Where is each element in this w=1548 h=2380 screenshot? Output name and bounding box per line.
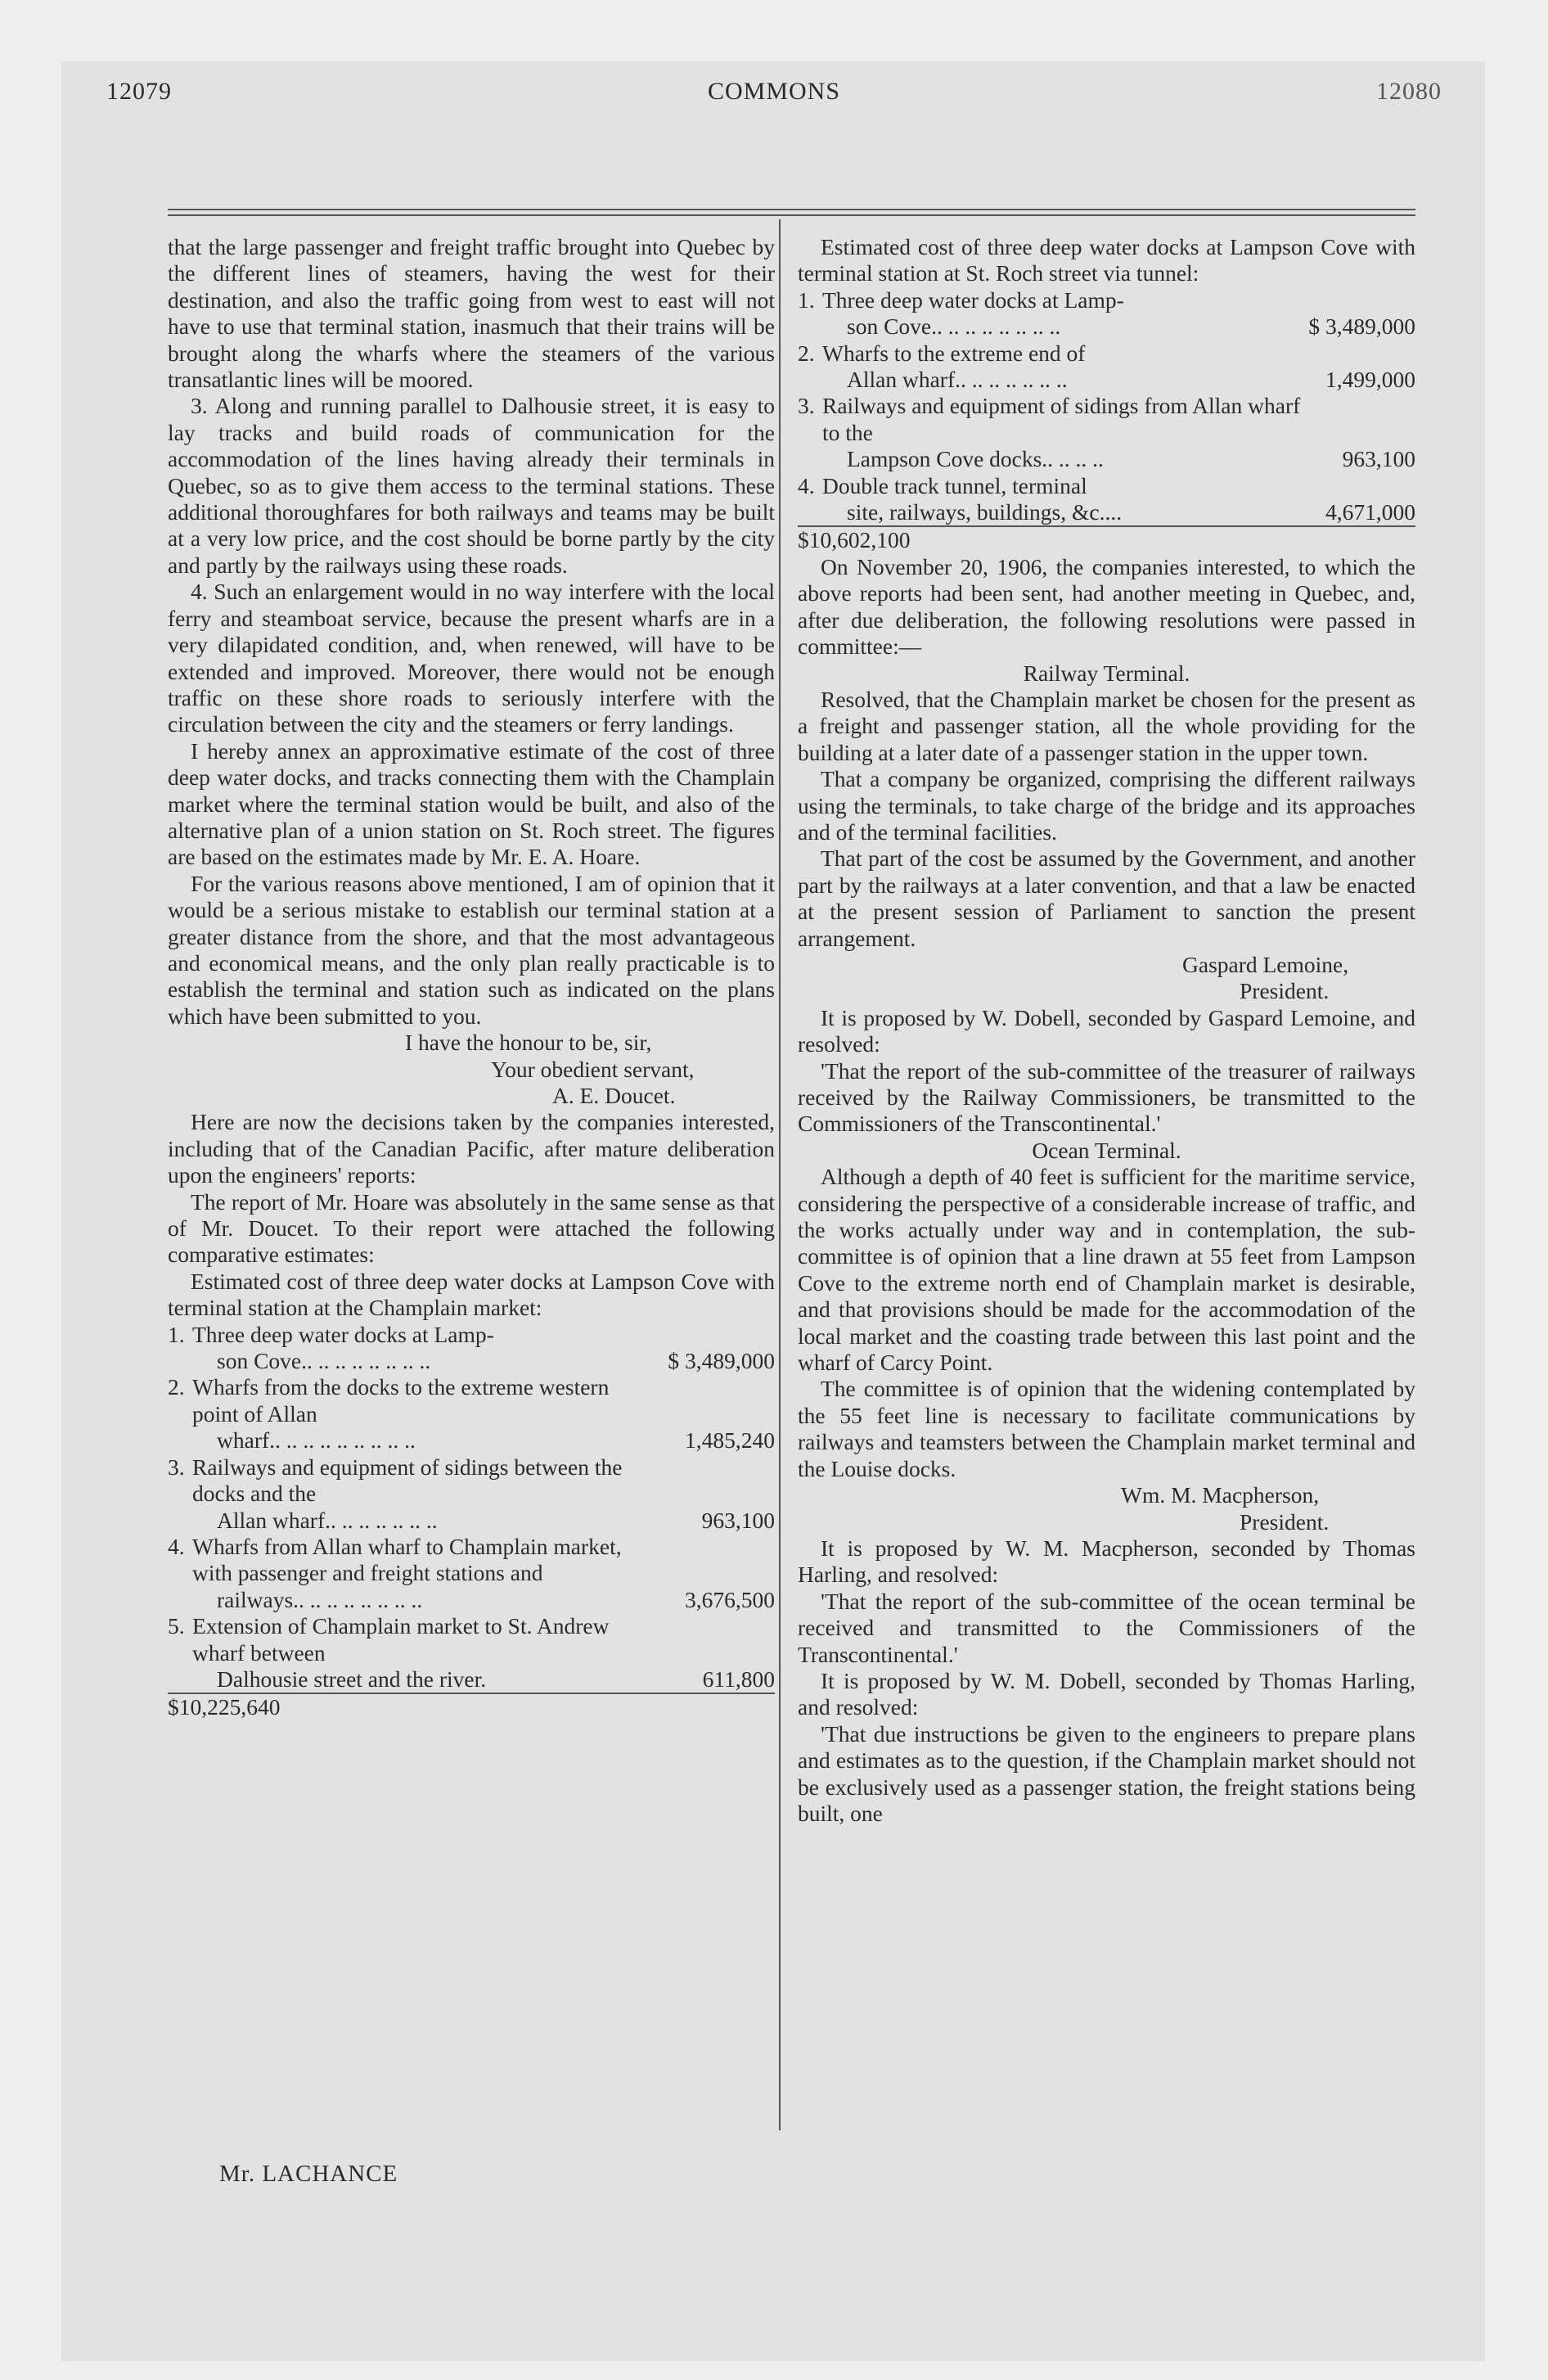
page-number-left: 12079 [106,78,172,105]
estimate-number: 1. [168,1321,185,1347]
estimate-item [798,473,1415,526]
estimate-value: 1,499,000 [1325,367,1415,393]
estimate-item [798,393,1415,472]
estimate-line: wharf.. .. .. .. .. .. .. .. .. [217,1427,416,1454]
signature-title: President. [1240,1508,1330,1535]
estimate-line: Wharfs from the docks to the extreme western point of Allan [192,1374,610,1427]
estimate-number: 3. [168,1454,185,1480]
section-heading: Ocean Terminal. [1032,1137,1181,1163]
estimate-number: 1. [798,286,815,313]
paragraph: Although a depth of 40 feet is sufficient for the maritime service, considering the perspective of a considerable increase of traffic, and the works actually under way and in contemplation, the sub-committee is of opinion that a line drawn at 55 feet from Lampson Cove to the extreme north end of Champlain market is desirable, and that provisions should be made for the accommodation of the local market and the coasting trade between this last point and the wharf of Carcy Point. [798,1164,1415,1376]
footer-speaker: Mr. LACHANCE [219,2161,398,2187]
paragraph: Here are now the decisions taken by the companies interested, including that of the Canadian Pacific, after mature deliberation upon the engineers' reports: [168,1109,775,1188]
estimate-text [192,1613,660,1693]
paragraph: On November 20, 1906, the companies interested, to which the above reports had been sent, had another meeting in Quebec, and, after due deliberation, the following resolutions were passed in committee:— [798,553,1415,660]
resolution-quote: 'That the report of the sub-committee of the treasurer of railways received by the Railway Commissioners, be transmitted to the Commissioners of the Transcontinental.' [798,1057,1415,1137]
paragraph: That part of the cost be assumed by the Government, and another part by the railways at a later convention, and that a law be enacted at the present session of Parliament to sanction the present arrangement. [798,845,1415,951]
estimate-value: 611,800 [702,1666,775,1692]
paragraph: that the large passenger and freight traffic brought into Quebec by the different lines of steamers, having the west for their destination, and also the traffic going from west to east will not have to use that terminal station, inasmuch that their trains will be brought along the wharfs where the steamers of the various transatlantic lines will be moored. [168,234,775,393]
estimate-line: Allan wharf.. .. .. .. .. .. .. [847,367,1068,393]
estimate-line: Dalhousie street and the river. [217,1666,487,1692]
estimate-text [822,287,1301,340]
resolution-quote: 'That due instructions be given to the engineers to prepare plans and estimates as to the question, if the Champlain market should not be exclusively used as a passenger station, the freight stations being built, one [798,1720,1415,1826]
column-divider [779,219,781,2130]
estimate-number: 2. [798,340,815,366]
estimate-line: Wharfs to the extreme end of [822,340,1086,366]
estimate-item [168,1454,775,1534]
paragraph: 3. Along and running parallel to Dalhousie street, it is easy to lay tracks and build roads of communication for the accommodation of the lines having already their terminals in Quebec, so as to give them access to the terminal stations. These additional thoroughfares for both railways and teams may be built at a very low price, and the cost should be borne partly by the city and partly by the railways using these roads. [168,393,775,578]
estimate-line: Railways and equipment of sidings between the docks and the [192,1454,623,1507]
estimate-line: Lampson Cove docks.. .. .. .. [847,446,1104,472]
estimate-item [168,1374,775,1454]
estimate-number: 3. [798,393,815,419]
estimate-line: Allan wharf.. .. .. .. .. .. .. [217,1507,438,1533]
estimate-line: Three deep water docks at Lamp- [192,1321,494,1347]
paragraph: It is proposed by W. M. Macpherson, seconded by Thomas Harling, and resolved: [798,1535,1415,1588]
signature-title: President. [1240,978,1330,1004]
paragraph: That a company be organized, comprising the different railways using the terminals, to take charge of the bridge and its approaches and of the terminal facilities. [798,766,1415,845]
page-number-right: 12080 [1376,78,1442,105]
paragraph: The committee is of opinion that the widening contemplated by the 55 feet line is necessary to facilitate communications by railways and teamsters between the Champlain market terminal and the Louise docks. [798,1376,1415,1481]
section-heading: Railway Terminal. [1023,660,1190,686]
paragraph: For the various reasons above mentioned, I am of opinion that it would be a serious mistake to establish our terminal station at a greater distance from the shore, and that the most advantageous and economical means, and the only plan really practicable is to establish the terminal and station such as indicated on the plans which have been submitted to you. [168,870,775,1029]
estimate-total: $10,225,640 [168,1693,775,1720]
estimate-line: Double track tunnel, terminal [822,472,1087,498]
estimate-line: site, railways, buildings, &c.... [847,499,1123,525]
running-title: COMMONS [707,78,841,105]
estimate-number: 2. [168,1374,185,1400]
paragraph: Resolved, that the Champlain market be chosen for the present as a freight and passenger station, all the whole providing for the building at a later date of a passenger station in the upper town. [798,686,1415,765]
left-column [168,234,775,1721]
estimate-text [192,1454,660,1534]
estimate-line: Extension of Champlain market to St. Andrew wharf between [192,1613,610,1666]
estimate-line: Wharfs from Allan wharf to Champlain market, with passenger and freight stations and [192,1533,622,1586]
estimate-line: son Cove.. .. .. .. .. .. .. .. [847,313,1061,340]
estimate-number: 4. [798,472,815,498]
estimate-item [798,340,1415,394]
header-rule-top [168,209,1415,210]
estimate-number: 5. [168,1613,185,1639]
signature: A. E. Doucet. [552,1083,676,1108]
estimate-line: son Cove.. .. .. .. .. .. .. .. [217,1348,431,1374]
estimate-item [168,1613,775,1693]
estimate-text [192,1374,660,1454]
estimate-value: 3,676,500 [685,1586,775,1612]
resolution-quote: 'That the report of the sub-committee of the ocean terminal be received and transmitted to the Commissioners of the Transcontinental.' [798,1588,1415,1667]
paragraph: The report of Mr. Hoare was absolutely in the same sense as that of Mr. Doucet. To their report were attached the following comparative estimates: [168,1188,775,1268]
estimate-intro: Estimated cost of three deep water docks at Lampson Cove with terminal station at the Champlain market: [168,1268,775,1321]
estimate-text [822,340,1301,394]
signature-name: Wm. M. Macpherson, [1121,1482,1320,1508]
estimate-item [168,1534,775,1613]
paragraph: I hereby annex an approximative estimate of the cost of three deep water docks, and tracks connecting them with the Champlain market where the terminal station would be built, and also of the alternative plan of a union station on St. Roch street. The figures are based on the estimates made by Mr. E. A. Hoare. [168,737,775,870]
estimate-value: 963,100 [701,1507,775,1533]
estimate-text [192,1534,660,1613]
estimate-value: $ 3,489,000 [1308,313,1415,340]
estimate-item [168,1322,775,1375]
estimate-value: $ 3,489,000 [668,1348,775,1374]
estimate-line: Three deep water docks at Lamp- [822,286,1124,313]
estimate-text [822,473,1301,526]
paragraph: It is proposed by W. M. Dobell, seconded by Thomas Harling, and resolved: [798,1667,1415,1720]
estimate-line: Railways and equipment of sidings from Allan wharf to the [822,393,1301,445]
right-column [798,234,1415,1827]
estimate-value: 963,100 [1342,446,1415,472]
estimate-line: railways.. .. .. .. .. .. .. .. [217,1586,423,1612]
closing-line: Your obedient servant, [491,1056,695,1082]
estimate-text [192,1322,660,1375]
estimate-text [822,393,1301,472]
estimate-intro: Estimated cost of three deep water docks at Lampson Cove with terminal station at St. Roch street via tunnel: [798,234,1415,286]
paragraph: 4. Such an enlargement would in no way interfere with the local ferry and steamboat service, because the present wharfs are in a very dilapidated condition, and, when renewed, will have to be extended and improved. Moreover, there would not be enough traffic on these shore roads to seriously interfere with the circulation between the city and the steamers or ferry landings. [168,579,775,737]
estimate-total: $10,602,100 [798,525,1415,553]
estimate-value: 4,671,000 [1325,499,1415,525]
signature-name: Gaspard Lemoine, [1182,951,1349,977]
estimate-number: 4. [168,1533,185,1559]
paragraph: It is proposed by W. Dobell, seconded by Gaspard Lemoine, and resolved: [798,1004,1415,1057]
closing-line: I have the honour to be, sir, [405,1030,652,1056]
estimate-value: 1,485,240 [685,1427,775,1454]
estimate-item [798,287,1415,340]
header-rule-bottom [168,214,1415,216]
